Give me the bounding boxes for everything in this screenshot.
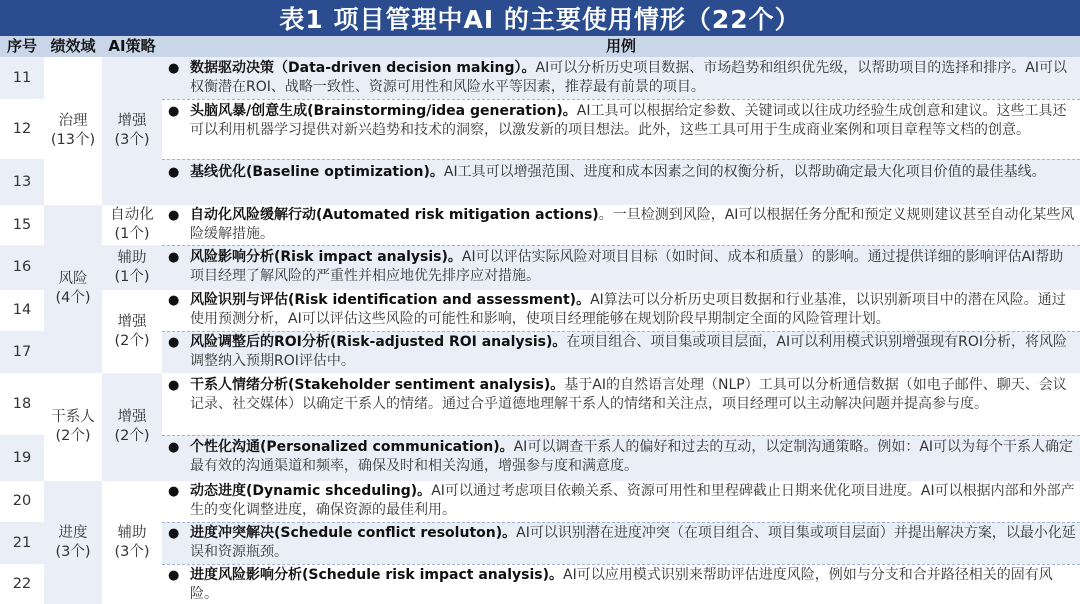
- domain-name: 干系人: [51, 409, 95, 425]
- bullet-icon: ●: [168, 526, 180, 541]
- strategy-cell: [102, 205, 162, 245]
- bullet-icon: ●: [168, 104, 180, 119]
- strategy-count: (3个): [114, 543, 150, 560]
- domain-name: 治理: [58, 113, 88, 129]
- row-number: 12: [0, 99, 44, 159]
- usecase-item: [162, 438, 1080, 476]
- usecase-title: 数据驱动决策（Data-driven decision making）。: [190, 60, 536, 76]
- row-number: 19: [0, 435, 44, 481]
- row-number: 11: [0, 57, 44, 99]
- domain-cell-schedule: [44, 481, 102, 604]
- strategy-name: 增强: [117, 409, 147, 425]
- header-usecase: 用例: [162, 36, 1080, 57]
- domain-cell-stakeholder: [44, 373, 102, 481]
- strategy-cell: [102, 245, 162, 290]
- strategy-cell: [102, 290, 162, 373]
- domain-name: 风险: [58, 271, 88, 287]
- row-divider: [162, 435, 1080, 436]
- row-divider: [162, 245, 1080, 246]
- domain-name: 进度: [58, 524, 88, 541]
- row-number: 22: [0, 564, 44, 604]
- usecase-desc: 在项目组合、项目集或项目层面，AI可以利用模式识别增强现有ROI分析，将风险调整纳入预期ROI评估中。: [190, 334, 1067, 369]
- bullet-icon: ●: [168, 568, 180, 583]
- strategy-name: 增强: [117, 313, 147, 330]
- usecase-item: [162, 248, 1080, 286]
- bullet-icon: ●: [168, 61, 180, 76]
- usecase-desc: AI工具可以根据给定参数、关键词或以往成功经验生成创意和建议。这些工具还可以利用机器学习提供对新兴趋势和技术的洞察，以激发新的项目想法。此外，这些工具可用于生成商业案例和项目章程等文档的创意。: [190, 103, 1067, 138]
- bullet-icon: ●: [168, 484, 180, 499]
- usecase-title: 进度风险影响分析(Schedule risk impact analysis)。: [190, 567, 563, 583]
- usecase-title: 基线优化(Baseline optimization)。: [190, 164, 444, 180]
- bullet-icon: ●: [168, 165, 180, 180]
- domain-cell-risk: [44, 205, 102, 373]
- domain-cell-governance: [44, 57, 102, 205]
- usecase-desc: AI算法可以分析历史项目数据和行业基准，以识别新项目中的潜在风险。通过使用预测分析，AI可以评估这些风险的可能性和影响，使项目经理能够在规划阶段早期制定全面的风险管理计划。: [190, 292, 1066, 327]
- domain-count: (13个): [50, 132, 96, 148]
- row-number: 14: [0, 290, 44, 331]
- strategy-count: (2个): [114, 428, 150, 444]
- bullet-icon: ●: [168, 293, 180, 308]
- strategy-count: (3个): [114, 132, 150, 148]
- row-number: 15: [0, 205, 44, 245]
- header-strategy: AI策略: [102, 36, 162, 57]
- usecase-desc: AI工具可以增强范围、进度和成本因素之间的权衡分析，以帮助确定最大化项目价值的最佳基线。: [443, 164, 1046, 180]
- strategy-name: 自动化: [110, 207, 154, 223]
- row-divider: [162, 522, 1080, 523]
- strategy-count: (2个): [114, 332, 150, 349]
- row-divider: [162, 564, 1080, 565]
- usecase-desc: 。一旦检测到风险，AI可以根据任务分配和预定义规则建议甚至自动化某些风险缓解措施。: [190, 207, 1075, 242]
- usecase-desc: AI可以调查干系人的偏好和过去的互动，以定制沟通策略。例如：AI可以为每个干系人确定最有效的沟通渠道和频率，确保及时和相关沟通，增强参与度和满意度。: [190, 439, 1074, 474]
- usecase-item: [162, 566, 1080, 604]
- usecase-desc: AI可以识别潜在进度冲突（在项目组合、项目集或项目层面）并提出解决方案，以最小化延误和资源瓶颈。: [190, 525, 1076, 560]
- row-number: 20: [0, 481, 44, 522]
- usecase-item: [162, 333, 1080, 371]
- strategy-name: 辅助: [117, 524, 147, 541]
- bullet-icon: ●: [168, 440, 180, 455]
- row-number: 16: [0, 245, 44, 290]
- strategy-name: 增强: [117, 113, 147, 129]
- usecase-item: [162, 102, 1080, 140]
- table-title: 表1 项目管理中AI 的主要使用情形（22个）: [0, 0, 1080, 36]
- row-number: 18: [0, 373, 44, 435]
- row-divider: [162, 159, 1080, 160]
- domain-count: (3个): [55, 543, 91, 560]
- row-number: 13: [0, 159, 44, 205]
- usecase-desc: 基于AI的自然语言处理（NLP）工具可以分析通信数据（如电子邮件、聊天、会议记录、社交媒体）以确定干系人的情绪。通过合乎道德地理解干系人的情绪和关注点，项目经理可以主动解决问题并提高参与度。: [190, 377, 1067, 412]
- bullet-icon: ●: [168, 250, 180, 265]
- usecase-item: [162, 482, 1080, 520]
- domain-count: (2个): [55, 428, 91, 444]
- usecase-title: 风险调整后的ROI分析(Risk-adjusted ROI analysis)。: [190, 334, 567, 350]
- header-num: 序号: [0, 36, 44, 57]
- usecase-title: 风险影响分析(Risk impact analysis)。: [190, 249, 462, 265]
- usecase-desc: AI可以应用模式识别来帮助评估进度风险，例如与分支和合并路径相关的固有风险。: [190, 567, 1053, 602]
- usecase-desc: AI可以分析历史项目数据、市场趋势和组织优先级，以帮助项目的选择和排序。AI可以权衡潜在ROI、战略一致性、资源可用性和风险水平等因素，推荐最有前景的项目。: [190, 60, 1067, 95]
- strategy-cell: [102, 481, 162, 604]
- domain-count: (4个): [55, 290, 91, 306]
- strategy-count: (1个): [114, 226, 150, 242]
- usecase-item: [162, 163, 1080, 182]
- bullet-icon: ●: [168, 335, 180, 350]
- header-domain: 绩效域: [44, 36, 102, 57]
- row-number: 21: [0, 522, 44, 564]
- usecase-title: 头脑风暴/创意生成(Brainstorming/idea generation)。: [190, 103, 577, 119]
- row-number: 17: [0, 331, 44, 373]
- strategy-cell: [102, 57, 162, 205]
- usecase-desc: AI可以评估实际风险对项目目标（如时间、成本和质量）的影响。通过提供详细的影响评估AI帮助项目经理了解风险的严重性并相应地优先排序应对措施。: [190, 249, 1064, 284]
- usecase-item: [162, 59, 1080, 97]
- usecase-item: [162, 291, 1080, 329]
- usecase-title: 进度冲突解决(Schedule conflict resoluton)。: [190, 525, 517, 541]
- strategy-cell: [102, 373, 162, 481]
- usecase-title: 个性化沟通(Personalized communication)。: [190, 439, 514, 455]
- usecase-item: [162, 206, 1080, 244]
- use-case-table: [0, 36, 1080, 604]
- usecase-desc: AI可以通过考虑项目依赖关系、资源可用性和里程碑截止日期来优化项目进度。AI可以根据内部和外部产生的变化调整进度，确保资源的最佳利用。: [190, 483, 1075, 518]
- usecase-title: 风险识别与评估(Risk identification and assessment)。: [190, 292, 591, 308]
- row-divider: [162, 331, 1080, 332]
- bullet-icon: ●: [168, 208, 180, 223]
- usecase-item: [162, 376, 1080, 414]
- usecase-item: [162, 524, 1080, 562]
- strategy-name: 辅助: [117, 249, 147, 266]
- usecase-title: 动态进度(Dynamic shceduling)。: [190, 483, 432, 499]
- row-divider: [162, 99, 1080, 100]
- strategy-count: (1个): [114, 268, 150, 285]
- usecase-title: 自动化风险缓解行动(Automated risk mitigation actions): [190, 207, 599, 223]
- bullet-icon: ●: [168, 378, 180, 393]
- usecase-title: 干系人情绪分析(Stakeholder sentiment analysis)。: [190, 377, 565, 393]
